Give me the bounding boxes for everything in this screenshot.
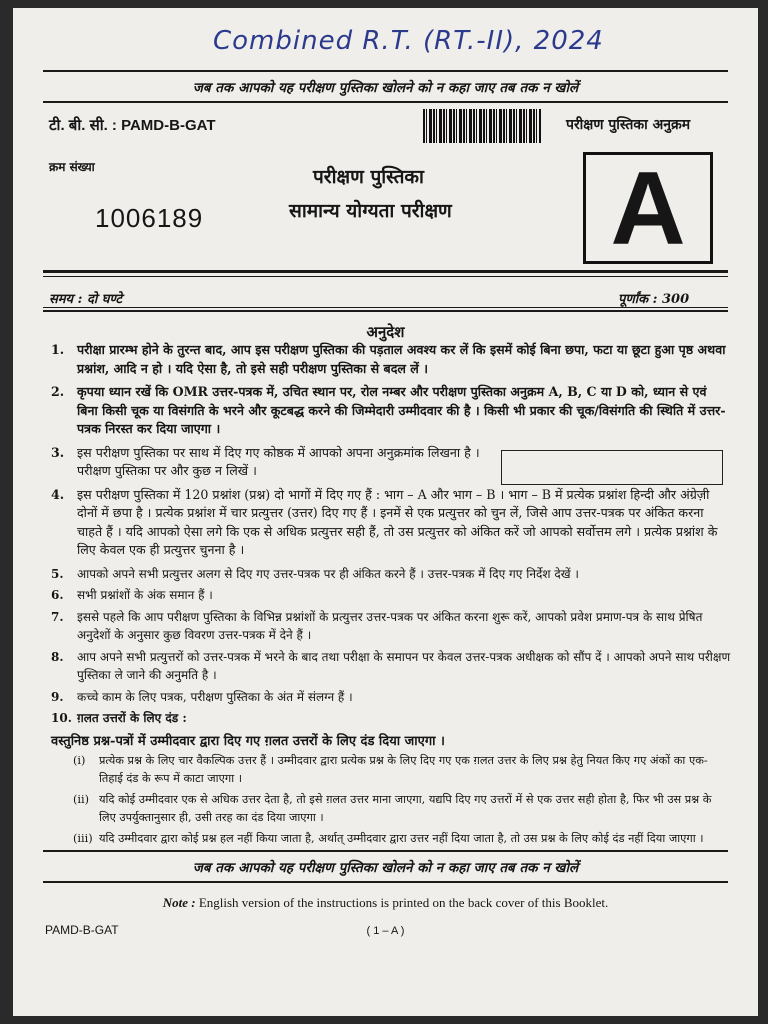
serial-number: 1006189 [95, 203, 204, 233]
bottom-banner-rule [43, 881, 728, 883]
page-number: ( 1 – A ) [366, 925, 405, 937]
booklet-series-label: परीक्षण पुस्तिका अनुक्रम [566, 117, 691, 133]
instruction-text: इससे पहले कि आप परीक्षण पुस्तिका के विभिन्न प्रश्नांशों के प्रत्युत्तर उत्तर-पत्रक पर अंकित करना शुरू करें, आपको प्रवेश प्रमाण-पत्र के साथ प्रेषित अनुदेशों के अनुसार कुछ विवरण उत्तर-पत्रक में देने हैं । [77, 609, 703, 642]
time-label: समय : दो घण्टे [49, 292, 123, 307]
tbc-code: टी. बी. सी. : PAMD-B-GAT [49, 117, 216, 134]
penalty-sub-text: यदि उम्मीदवार द्वारा कोई प्रश्न हल नहीं किया जाता है, अर्थात् उम्मीदवार द्वारा उत्तर नहीं दिया जाता है, तो उस प्रश्न के लिए कोई दंड नहीं दिया जाएगा । [99, 831, 704, 845]
bottom-banner: जब तक आपको यह परीक्षण पुस्तिका खोलने को न कहा जाए तब तक न खोलें [192, 860, 579, 876]
instruction-text: कृपया ध्यान रखें कि OMR उत्तर-पत्रक में, उचित स्थान पर, रोल नम्बर और परीक्षण पुस्तिका अनुक्रम A, B, C या D को, ध्यान से एवं बिना किसी चूक या विसंगति के भरने और कूटबद्ध करने की जिम्मेदारी उम्मीदवार की है । किसी भी प्रकार की चूक/विसंगति की स्थिति में उत्तर-पत्रक निरस्त कर दिया जाएगा । [77, 384, 726, 436]
instruction-text: इस परीक्षण पुस्तिका में 120 प्रश्नांश (प्रश्न) दो भागों में दिए गए हैं : भाग – A और भाग – B । भाग – B में प्रत्येक प्रश्नांश हिन्दी और अंग्रेज़ी दोनों में छपा है । प्रत्येक प्रश्नांश में चार प्रत्युत्तर (उत्तर) दिए गए हैं । इनमें से एक प्रत्युत्तर को चुन लें, जिसे आप उत्तर-पत्रक पर अंकित करना चाहते हैं । यदि आपको ऐसा लगे कि एक से अधिक प्रत्युत्तर सही हैं, तो उस प्रत्युत्तर को अंकित करें जो आपको सर्वोत्तम लगे । प्रत्येक प्रश्नांश के लिए केवल एक ही प्रत्युत्तर चुनना है । [77, 486, 718, 557]
penalty-sub-text: प्रत्येक प्रश्न के लिए चार वैकल्पिक उत्तर हैं । उम्मीदवार द्वारा प्रत्येक प्रश्न के लिए दिए गए एक ग़लत उत्तर के लिए प्रश्न हेतु नियत किए गए अंकों का एक-तिहाई दंड के रूप में काटा जाएगा । [99, 753, 708, 785]
instruction-item: 6. सभी प्रश्नांशों के अंक समान हैं । [51, 588, 213, 602]
booklet-title: परीक्षण पुस्तिका [313, 166, 424, 188]
meta-rule-thick [43, 310, 728, 312]
instruction-item: 2. कृपया ध्यान रखें कि OMR उत्तर-पत्रक में, उचित स्थान पर, रोल नम्बर और परीक्षण पुस्तिका अनुक्रम A, B, C या D को, ध्यान से एवं बिना किसी चूक या विसंगति के भरने और कूटबद्ध करने की जिम्मेदारी उम्मीदवार की है । किसी भी प्रकार की चूक/विसंगति की स्थिति में उत्तर-पत्रक निरस्त कर दिया जाएगा । [51, 384, 726, 436]
serial-label: क्रम संख्या [49, 160, 95, 174]
english-note [13, 895, 758, 911]
instructions-list [51, 341, 731, 851]
barcode [423, 109, 541, 143]
instruction-item: 7. इससे पहले कि आप परीक्षण पुस्तिका के विभिन्न प्रश्नांशों के प्रत्युत्तर उत्तर-पत्रक पर अंकित करना शुरू करें, आपको प्रवेश प्रमाण-पत्र के साथ प्रेषित अनुदेशों के अनुसार कुछ विवरण उत्तर-पत्रक में देने हैं । [51, 609, 703, 642]
penalty-sub-item: (ii) यदि कोई उम्मीदवार एक से अधिक उत्तर देता है, तो इसे ग़लत उत्तर माना जाएगा, यद्यपि दिए गए उत्तरों में से एक उत्तर सही होता है, फिर भी उस प्रश्न के लिए उपर्युक्तानुसार ही, उसी तरह का दंड दिया जाएगा । [73, 792, 712, 824]
penalty-sub-item: (iii) यदि उम्मीदवार द्वारा कोई प्रश्न हल नहीं किया जाता है, अर्थात् उम्मीदवार द्वारा उत्तर नहीं दिया जाता है, तो उस प्रश्न के लिए कोई दंड नहीं दिया जाएगा । [73, 831, 704, 845]
note-label: Note : [162, 895, 196, 910]
note-text: English version of the instructions is printed on the back cover of this Booklet. [198, 895, 609, 910]
instruction-item: 9. कच्चे काम के लिए पत्रक, परीक्षण पुस्तिका के अंत में संलग्न हैं । [51, 689, 353, 704]
instruction-text: आप अपने सभी प्रत्युत्तरों को उत्तर-पत्रक में भरने के बाद तथा परीक्षा के समापन पर केवल उत्तर-पत्रक अधीक्षक को सौंप दें । आपको अपने साथ परीक्षण पुस्तिका ले जाने की अनुमति है । [77, 649, 731, 682]
instruction-item: 8. आप अपने सभी प्रत्युत्तरों को उत्तर-पत्रक में भरने के बाद तथा परीक्षा के समापन पर केवल उत्तर-पत्रक अधीक्षक को सौंप दें । आपको अपने साथ परीक्षण पुस्तिका ले जाने की अनुमति है । [51, 649, 731, 682]
series-letter: A [610, 151, 686, 267]
top-banner: जब तक आपको यह परीक्षण पुस्तिका खोलने को न कहा जाए तब तक न खोलें [192, 80, 579, 96]
series-box [583, 151, 713, 267]
booklet-subtitle: सामान्य योग्यता परीक्षण [289, 200, 452, 222]
marks-label: पूर्णांक : 300 [618, 292, 690, 307]
handwritten-title: Combined R.T. (RT.-II), 2024 [213, 26, 604, 56]
penalty-sub-text: यदि कोई उम्मीदवार एक से अधिक उत्तर देता है, तो इसे ग़लत उत्तर माना जाएगा, यद्यपि दिए गए उत्तरों में से एक उत्तर सही होता है, फिर भी उस प्रश्न के लिए उपर्युक्तानुसार ही, उसी तरह का दंड दिया जाएगा । [99, 792, 712, 824]
instruction-text: सभी प्रश्नांशों के अंक समान हैं । [77, 588, 213, 602]
penalty-heading: ग़लत उत्तरों के लिए दंड : [77, 711, 187, 725]
top-rule [43, 70, 728, 72]
instruction-item: 5. आपको अपने सभी प्रत्युत्तर अलग से दिए गए उत्तर-पत्रक पर ही अंकित करने हैं । उत्तर-पत्रक में दिए गए निर्देश देखें । [51, 566, 579, 581]
header-rule-thin [43, 276, 728, 277]
penalty-lead: वस्तुनिष्ठ प्रश्न-पत्रों में उम्मीदवार द्वारा दिए गए ग़लत उत्तरों के लिए दंड दिया जाएगा । [51, 733, 445, 749]
header-rule-thick [43, 270, 728, 273]
meta-rule-thin [43, 307, 728, 308]
instruction-item: 4. इस परीक्षण पुस्तिका में 120 प्रश्नांश (प्रश्न) दो भागों में दिए गए हैं : भाग – A और भाग – B । भाग – B में प्रत्येक प्रश्नांश हिन्दी और अंग्रेज़ी दोनों में छपा है । प्रत्येक प्रश्नांश में चार प्रत्युत्तर (उत्तर) दिए गए हैं । इनमें से एक प्रत्युत्तर को चुन लें, जिसे आप उत्तर-पत्रक पर अंकित करना चाहते हैं । यदि आपको ऐसा लगे कि एक से अधिक प्रत्युत्तर सही हैं, तो उस प्रत्युत्तर को अंकित करें जो आपको सर्वोत्तम लगे । प्रत्येक प्रश्नांश के लिए केवल एक ही प्रत्युत्तर चुनना है । [51, 486, 718, 557]
instruction-text: आपको अपने सभी प्रत्युत्तर अलग से दिए गए उत्तर-पत्रक पर ही अंकित करने हैं । उत्तर-पत्रक में दिए गए निर्देश देखें । [77, 566, 579, 581]
banner-rule [43, 101, 728, 103]
instruction-item: 1. परीक्षा प्रारम्भ होने के तुरन्त बाद, आप इस परीक्षण पुस्तिका की पड़ताल अवश्य कर लें कि इसमें कोई बिना छपा, फटा या छूटा हुआ पृष्ठ अथवा प्रश्नांश, आदि न हो । यदि ऐसा है, तो इसे सही परीक्षण पुस्तिका से बदल लें । [51, 342, 726, 376]
instruction-item: 3. इस परीक्षण पुस्तिका पर साथ में दिए गए कोष्ठक में आपको अपना अनुक्रमांक लिखना है । परीक्षण पुस्तिका पर और कुछ न लिखें । [51, 444, 480, 478]
instruction-text: कच्चे काम के लिए पत्रक, परीक्षण पुस्तिका के अंत में संलग्न हैं । [77, 689, 353, 704]
instruction-text: परीक्षा प्रारम्भ होने के तुरन्त बाद, आप इस परीक्षण पुस्तिका की पड़ताल अवश्य कर लें कि इसमें कोई बिना छपा, फटा या छूटा हुआ पृष्ठ अथवा प्रश्नांश, आदि न हो । यदि ऐसा है, तो इसे सही परीक्षण पुस्तिका से बदल लें । [77, 342, 726, 376]
booklet-page [13, 8, 758, 1016]
penalty-sub-item: (i) प्रत्येक प्रश्न के लिए चार वैकल्पिक उत्तर हैं । उम्मीदवार द्वारा प्रत्येक प्रश्न के लिए दिए गए एक ग़लत उत्तर के लिए प्रश्न हेतु नियत किए गए अंकों का एक-तिहाई दंड के रूप में काटा जाएगा । [73, 753, 708, 785]
penalty-section: 10. ग़लत उत्तरों के लिए दंड : [51, 711, 187, 725]
bottom-rule [43, 850, 728, 852]
instructions-heading: अनुदेश [366, 323, 405, 341]
footer-code: PAMD-B-GAT [45, 923, 119, 937]
instruction-text: इस परीक्षण पुस्तिका पर साथ में दिए गए कोष्ठक में आपको अपना अनुक्रमांक लिखना है । परीक्षण पुस्तिका पर और कुछ न लिखें । [77, 444, 480, 478]
